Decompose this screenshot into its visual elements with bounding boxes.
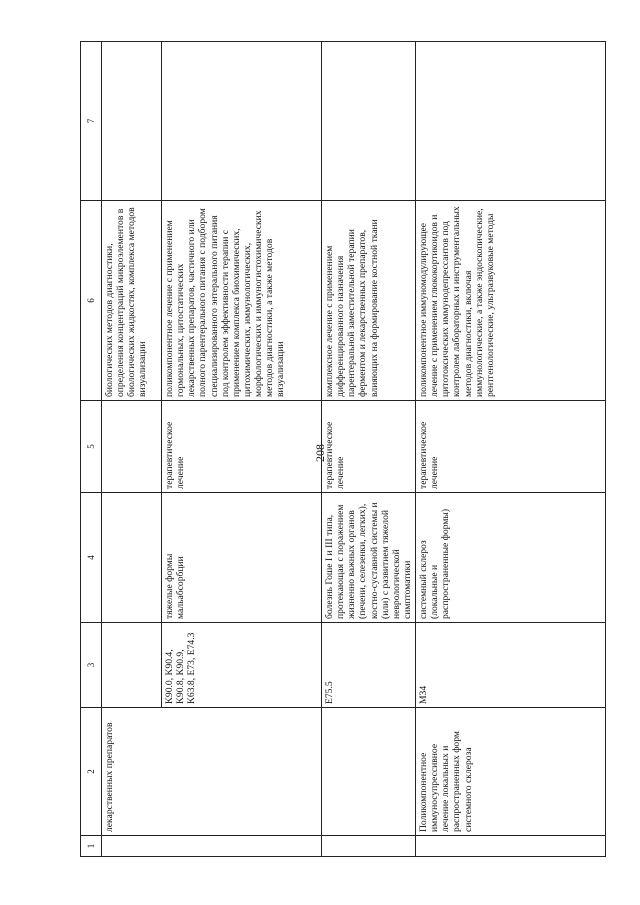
column-header: 6 <box>81 201 102 401</box>
table-cell <box>102 493 162 623</box>
table-cell: биологических методов диагностики, определения концентраций микроэлементов в биологических жидкостях, комплекса методов визуализации <box>102 201 162 401</box>
table-row <box>162 42 322 857</box>
table-cell: системный склероз (локальные и распространенные формы) <box>416 493 606 623</box>
column-header: 3 <box>81 623 102 708</box>
rotated-table-wrapper <box>80 42 606 857</box>
table-row <box>102 42 162 857</box>
table-cell: комплексное лечение с применением дифференцированного назначения парентеральной заместительной терапии ферментом и лекарственных препаратов, влияющих на формирование костной ткани <box>322 201 416 401</box>
table-cell <box>102 623 162 708</box>
table-cell <box>162 836 322 857</box>
table-cell <box>102 42 162 201</box>
table-cell <box>322 42 416 201</box>
table-cell: Поликомпонентное иммуносупрессивное лечение локальных и распространенных форм системного склероза <box>416 708 606 836</box>
table-cell <box>322 708 416 836</box>
table-cell: K90.0, K90.4, K90.8, K90.9, K63.8, E73, E74.3 <box>162 623 322 708</box>
table-cell: поликомпонентное лечение с применением гормональных, цитостатических лекарственных препаратов, частичного или полного парентерального питания с подбором специализированного энтерального питания под контролем эффективности терапии с применением комплекса биохимических, цитохимических, иммунологических, морфологических и иммуногистохимических методов диагностики, а также методов визуализации <box>162 201 322 401</box>
table-cell <box>102 836 162 857</box>
table-header-row <box>81 42 102 857</box>
table-cell: тяжелые формы мальабсорбции <box>162 493 322 623</box>
table-row <box>322 42 416 857</box>
table-row <box>416 42 606 857</box>
column-header: 7 <box>81 42 102 201</box>
table-cell: болезнь Гоше I и III типа, протекающая с поражением жизненно важных органов (печени, селезенки, легких), костно-суставной системы и (или) с развитием тяжелой неврологической симптоматики <box>322 493 416 623</box>
table-cell <box>416 836 606 857</box>
table-cell <box>102 401 162 493</box>
table-cell: терапевтическое лечение <box>322 401 416 493</box>
table-cell: терапевтическое лечение <box>416 401 606 493</box>
column-header: 1 <box>81 836 102 857</box>
table-cell: терапевтическое лечение <box>162 401 322 493</box>
table-cell <box>162 42 322 201</box>
table-cell: M34 <box>416 623 606 708</box>
table-cell <box>416 42 606 201</box>
column-header: 4 <box>81 493 102 623</box>
procedures-table <box>80 41 606 857</box>
table-cell: лекарственных препаратов <box>102 708 162 836</box>
table-cell: E75.5 <box>322 623 416 708</box>
table-cell: поликомпонентное иммуномодулирующее лечение с применением глюкокортикоидов и цитотоксических иммунодепрессантов под контролем лабораторных и инструментальных методов диагностики, включая иммунологические, а также эндоскопические, рентгенологические, ультразвуковые методы <box>416 201 606 401</box>
page-number: 208 <box>313 444 327 462</box>
table-cell <box>322 836 416 857</box>
column-header: 5 <box>81 401 102 493</box>
table-cell <box>162 708 322 836</box>
column-header: 2 <box>81 708 102 836</box>
